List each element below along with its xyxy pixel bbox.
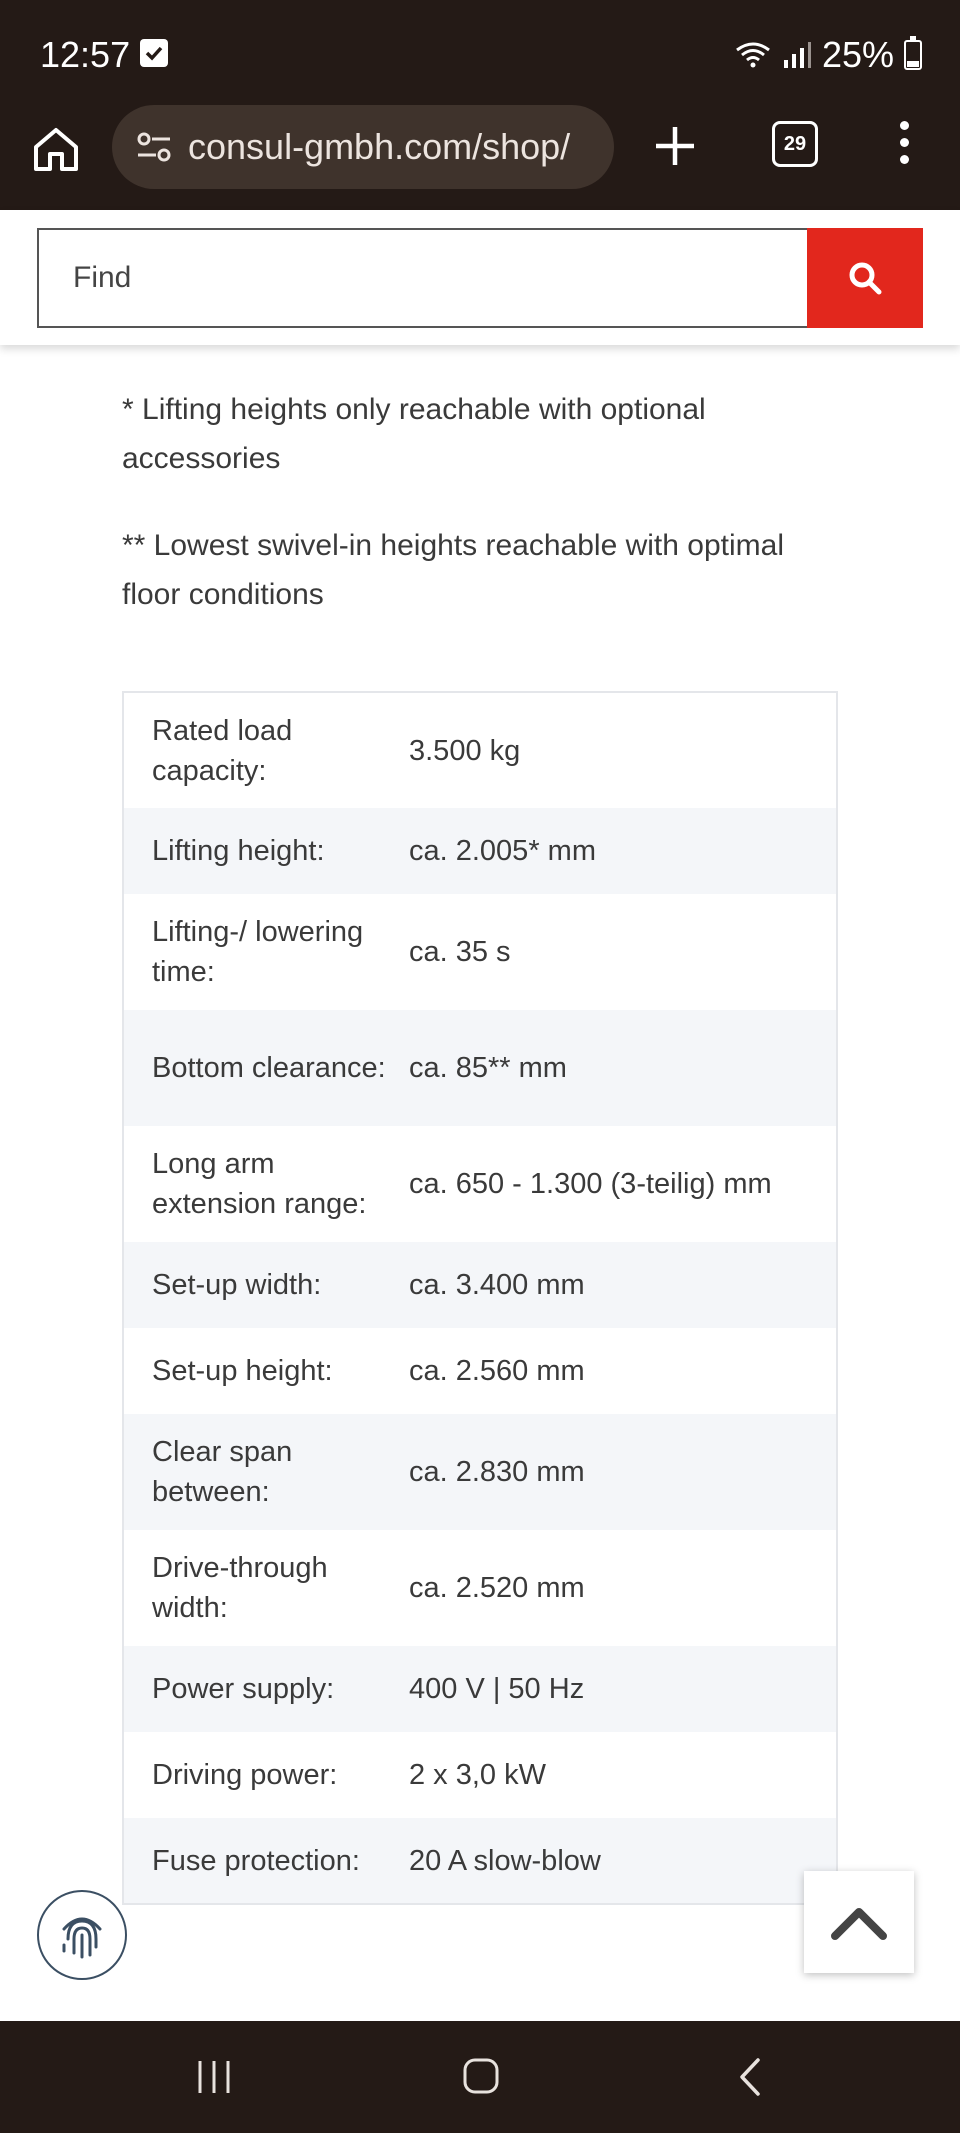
address-bar[interactable] bbox=[112, 105, 614, 189]
site-settings-icon[interactable] bbox=[134, 127, 174, 167]
battery-percent: 25% bbox=[821, 34, 894, 75]
table-row bbox=[123, 808, 837, 894]
spec-label: Long arm extension range: bbox=[123, 1126, 409, 1242]
table-row bbox=[123, 894, 837, 1010]
search-input[interactable] bbox=[37, 228, 807, 328]
table-row bbox=[123, 1010, 837, 1126]
table-row bbox=[123, 1646, 837, 1732]
checkbox-notification-icon bbox=[140, 39, 168, 67]
spec-value: ca. 85** mm bbox=[409, 1010, 837, 1126]
search-bar-container bbox=[0, 210, 960, 345]
browser-toolbar bbox=[0, 105, 960, 210]
recent-apps-icon[interactable] bbox=[196, 2059, 232, 2095]
spec-value: ca. 650 - 1.300 (3-teilig) mm bbox=[409, 1126, 837, 1242]
spec-value: ca. 2.520 mm bbox=[409, 1530, 837, 1646]
table-row bbox=[123, 1732, 837, 1818]
tab-switcher-icon[interactable]: 29 bbox=[772, 121, 818, 167]
battery-icon bbox=[904, 40, 922, 70]
table-row bbox=[123, 1818, 837, 1904]
home-icon[interactable] bbox=[30, 123, 82, 175]
back-icon[interactable] bbox=[738, 2057, 762, 2097]
fingerprint-icon bbox=[54, 1907, 110, 1963]
spec-label: Set-up width: bbox=[123, 1242, 409, 1328]
note-optional-accessories: * Lifting heights only reachable with optional accessories bbox=[122, 393, 706, 475]
spec-label: Bottom clearance: bbox=[123, 1010, 409, 1126]
spec-value: ca. 35 s bbox=[409, 894, 837, 1010]
spec-label: Driving power: bbox=[123, 1732, 409, 1818]
status-bar bbox=[0, 0, 960, 105]
spec-value: 400 V | 50 Hz bbox=[409, 1646, 837, 1732]
spec-value: 3.500 kg bbox=[409, 692, 837, 808]
spec-value: 20 A slow-blow bbox=[409, 1818, 837, 1904]
spec-value: 2 x 3,0 kW bbox=[409, 1732, 837, 1818]
spec-label: Rated load capacity: bbox=[123, 692, 409, 808]
table-row bbox=[123, 1126, 837, 1242]
status-right bbox=[734, 30, 922, 80]
spec-label: Lifting-/ lowering time: bbox=[123, 894, 409, 1010]
fingerprint-button[interactable] bbox=[37, 1890, 127, 1980]
spec-label: Power supply: bbox=[123, 1646, 409, 1732]
url-text[interactable]: consul-gmbh.com/shop/ bbox=[188, 126, 571, 167]
spec-value: ca. 3.400 mm bbox=[409, 1242, 837, 1328]
wifi-icon bbox=[734, 40, 772, 70]
spec-label: Set-up height: bbox=[123, 1328, 409, 1414]
back-to-top-button[interactable] bbox=[804, 1871, 914, 1973]
spec-table bbox=[122, 691, 838, 1905]
table-row bbox=[123, 1328, 837, 1414]
home-icon[interactable] bbox=[462, 2057, 500, 2095]
chevron-up-icon bbox=[829, 1902, 889, 1942]
spec-label: Fuse protection: bbox=[123, 1818, 409, 1904]
new-tab-icon[interactable] bbox=[648, 119, 702, 173]
spec-value: ca. 2.005* mm bbox=[409, 808, 837, 894]
table-row bbox=[123, 1530, 837, 1646]
search-button[interactable] bbox=[807, 228, 923, 328]
spec-value: ca. 2.830 mm bbox=[409, 1414, 837, 1530]
table-row bbox=[123, 1242, 837, 1328]
more-menu-icon[interactable] bbox=[890, 121, 918, 173]
spec-label: Clear span between: bbox=[123, 1414, 409, 1530]
signal-icon bbox=[782, 40, 812, 70]
spec-label: Drive-through width: bbox=[123, 1530, 409, 1646]
spec-value: ca. 2.560 mm bbox=[409, 1328, 837, 1414]
table-row bbox=[123, 692, 837, 808]
note-swivel-heights: ** Lowest swivel-in heights reachable with optimal floor conditions bbox=[122, 529, 784, 611]
system-nav-bar bbox=[0, 2021, 960, 2133]
status-time: 12:57 bbox=[40, 34, 131, 75]
spec-label: Lifting height: bbox=[123, 808, 409, 894]
search-icon bbox=[847, 260, 883, 296]
table-row bbox=[123, 1414, 837, 1530]
